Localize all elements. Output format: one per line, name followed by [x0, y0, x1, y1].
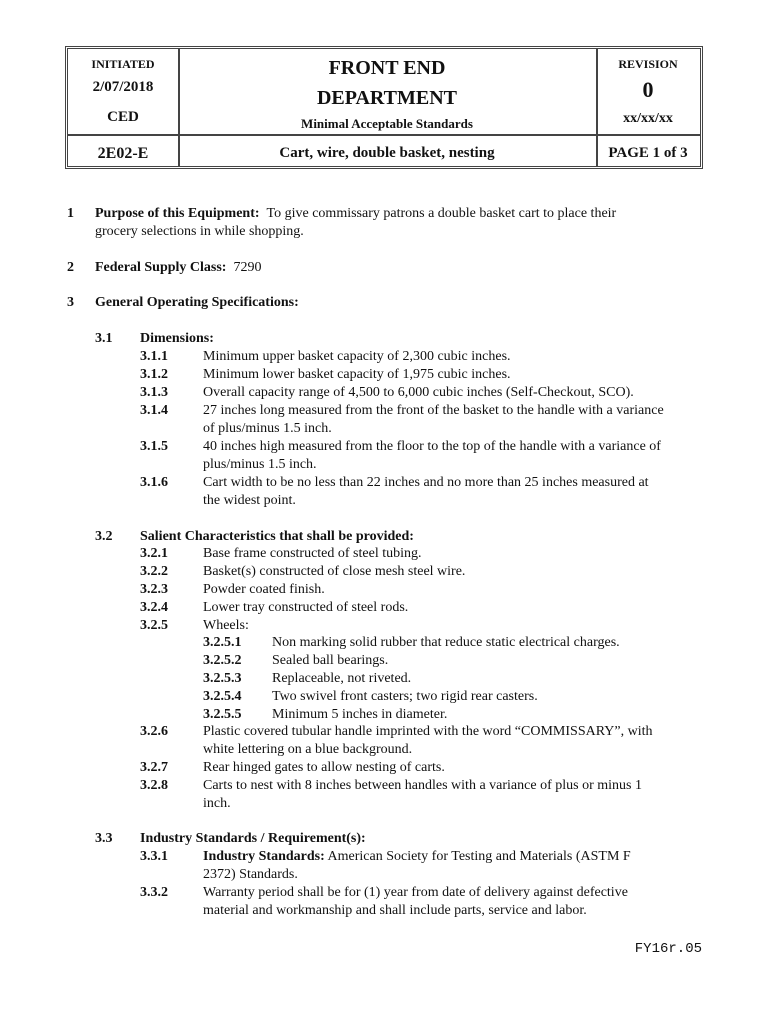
item-number: 3.2.3	[140, 582, 168, 597]
revision-label: REVISION	[618, 57, 678, 71]
item-number: 3.2.7	[140, 760, 168, 775]
item-number: 3.1.2	[140, 367, 168, 382]
item-number: 3.1.1	[140, 349, 168, 364]
subsection-number: 3.1	[95, 331, 113, 346]
section-1-line2: grocery selections in while shopping.	[95, 224, 304, 239]
section-title: General Operating Specifications:	[95, 295, 299, 310]
subitem-text: Replaceable, not riveted.	[272, 671, 412, 686]
item-text: 27 inches long measured from the front of the basket to the handle with a variance	[203, 403, 664, 418]
section-title: Federal Supply Class:	[95, 260, 227, 275]
doc-code: 2E02-E	[97, 145, 149, 162]
item-value: American Society for Testing and Materials (ASTM F	[327, 849, 631, 864]
section-text: To give commissary patrons a double basket cart to place their	[266, 206, 617, 221]
item-text	[203, 848, 631, 866]
section-number: 3	[67, 295, 74, 310]
subitem-text: Minimum 5 inches in diameter.	[272, 707, 448, 722]
section-number: 1	[67, 206, 74, 221]
subsection-number: 3.2	[95, 529, 113, 544]
item-text: Cart width to be no less than 22 inches and no more than 25 inches measured at	[203, 475, 649, 490]
item-number: 3.2.5	[140, 618, 168, 633]
subsection-number: 3.3	[95, 831, 113, 846]
subitem-number: 3.2.5.5	[203, 707, 242, 722]
subitem-number: 3.2.5.3	[203, 671, 242, 686]
divider	[68, 134, 700, 136]
item-text: Minimum lower basket capacity of 1,975 cubic inches.	[203, 367, 511, 382]
item-text: white lettering on a blue background.	[203, 742, 413, 757]
item-text: Wheels:	[203, 618, 249, 633]
section-number: 2	[67, 260, 74, 275]
item-text: of plus/minus 1.5 inch.	[203, 421, 332, 436]
item-number: 3.1.3	[140, 385, 168, 400]
section-text: 7290	[233, 260, 262, 275]
item-text: inch.	[203, 796, 231, 811]
subitem-number: 3.2.5.2	[203, 653, 242, 668]
item-text: 2372) Standards.	[203, 867, 298, 882]
item-text: Powder coated finish.	[203, 582, 325, 597]
header-table	[65, 46, 703, 169]
section-1-line1	[95, 205, 616, 223]
footer-code: FY16r.05	[634, 941, 702, 957]
subitem-number: 3.2.5.4	[203, 689, 242, 704]
item-text: 40 inches high measured from the floor to the top of the handle with a variance of	[203, 439, 661, 454]
subsection-title: Industry Standards / Requirement(s):	[140, 831, 366, 846]
item-text: the widest point.	[203, 493, 296, 508]
revision-date: xx/xx/xx	[623, 111, 673, 126]
item-title: Cart, wire, double basket, nesting	[279, 145, 495, 161]
subitem-number: 3.2.5.1	[203, 635, 242, 650]
item-text: material and workmanship and shall include parts, service and labor.	[203, 903, 587, 918]
department-line2: DEPARTMENT	[316, 87, 458, 109]
subsection-title: Salient Characteristics that shall be provided:	[140, 529, 414, 544]
revision-number: 0	[642, 77, 654, 102]
department-line1: FRONT END	[328, 57, 446, 79]
subitem-text: Sealed ball bearings.	[272, 653, 389, 668]
item-text: Carts to nest with 8 inches between handles with a variance of plus or minus 1	[203, 778, 642, 793]
page-number: PAGE 1 of 3	[608, 145, 688, 161]
item-number: 3.2.2	[140, 564, 168, 579]
subitem-text: Two swivel front casters; two rigid rear casters.	[272, 689, 538, 704]
initiated-label: INITIATED	[91, 57, 155, 71]
item-number: 3.2.6	[140, 724, 168, 739]
item-text: Lower tray constructed of steel rods.	[203, 600, 409, 615]
item-text: Plastic covered tubular handle imprinted with the word “COMMISSARY”, with	[203, 724, 653, 739]
initiated-date: 2/07/2018	[92, 79, 154, 95]
item-text: plus/minus 1.5 inch.	[203, 457, 317, 472]
item-number: 3.2.8	[140, 778, 168, 793]
item-number: 3.3.2	[140, 885, 168, 900]
item-text: Basket(s) constructed of close mesh steel wire.	[203, 564, 466, 579]
item-text: Minimum upper basket capacity of 2,300 cubic inches.	[203, 349, 511, 364]
item-text: Warranty period shall be for (1) year from date of delivery against defective	[203, 885, 628, 900]
item-text: Rear hinged gates to allow nesting of carts.	[203, 760, 445, 775]
item-number: 3.1.6	[140, 475, 168, 490]
item-label: Industry Standards:	[203, 849, 325, 864]
subsection-title: Dimensions:	[140, 331, 214, 346]
subitem-text: Non marking solid rubber that reduce static electrical charges.	[272, 635, 620, 650]
item-number: 3.3.1	[140, 849, 168, 864]
item-number: 3.1.5	[140, 439, 168, 454]
item-number: 3.1.4	[140, 403, 168, 418]
item-text: Overall capacity range of 4,500 to 6,000 cubic inches (Self-Checkout, SCO).	[203, 385, 634, 400]
item-number: 3.2.1	[140, 546, 168, 561]
initiated-by: CED	[107, 109, 139, 125]
department-subtitle: Minimal Acceptable Standards	[301, 116, 473, 131]
section-2-line	[95, 259, 261, 277]
item-text: Base frame constructed of steel tubing.	[203, 546, 422, 561]
item-number: 3.2.4	[140, 600, 168, 615]
section-title: Purpose of this Equipment:	[95, 206, 260, 221]
